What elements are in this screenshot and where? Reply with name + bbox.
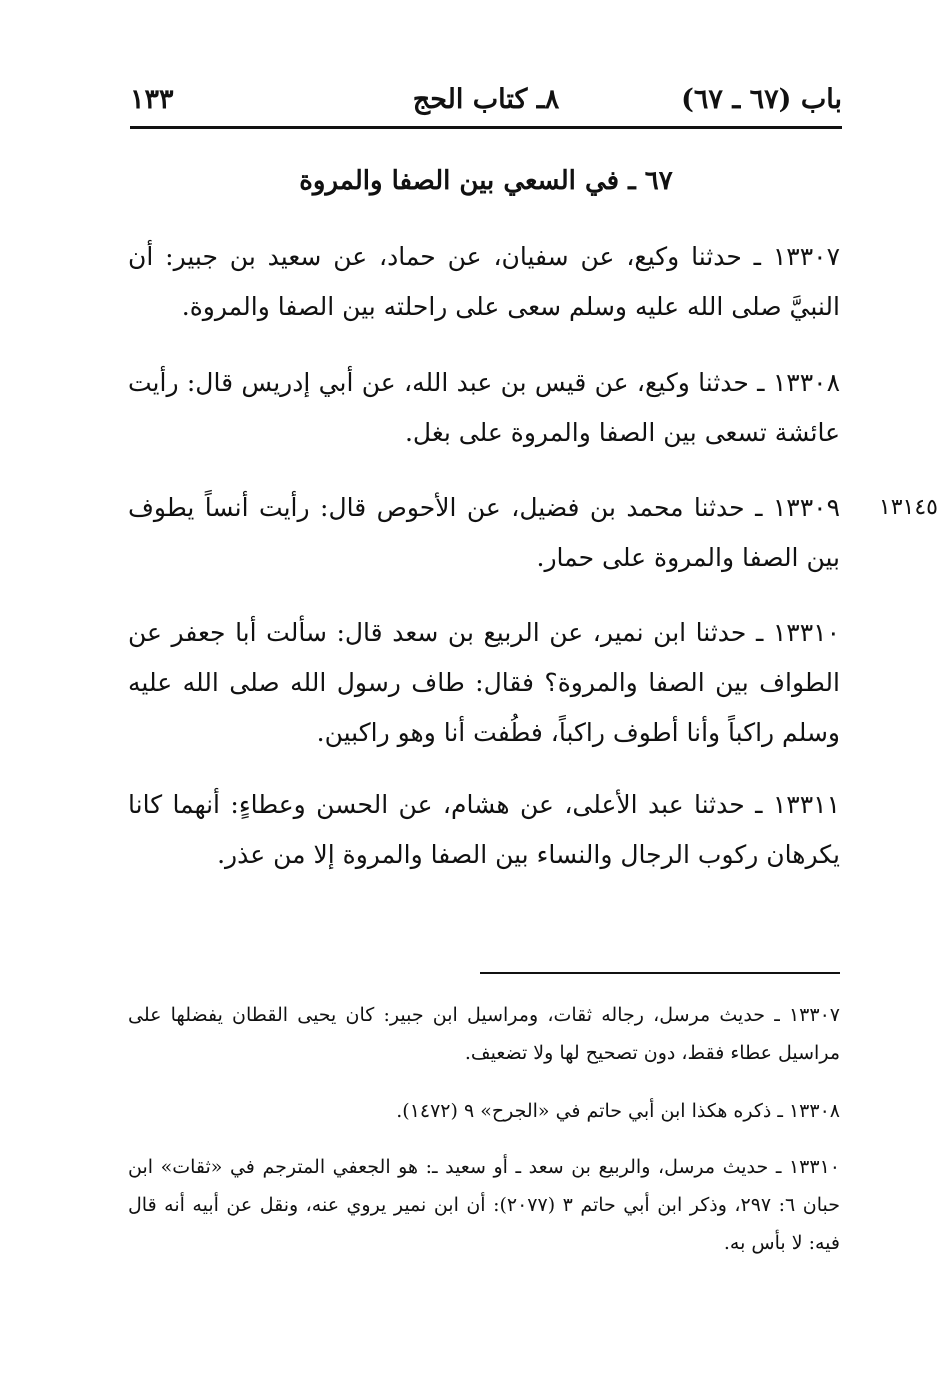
footnote: ١٣٣١٠ ـ حديث مرسل، والربيع بن سعد ـ أو سعيد ـ: هو الجعفي المترجم في «ثقات» ابن حبان ٦: ٢٩٧، وذكر ابن أبي حاتم ٣ (٢٠٧٧): أن ابن نمير يروي عنه، ونقل عن أبيه أنه قال فيه: لا بأس به. — [128, 1156, 840, 1254]
chapter-title: ٦٧ ـ في السعي بين الصفا والمروة — [299, 166, 673, 196]
header-rule — [130, 126, 842, 129]
footnote-separator — [480, 972, 840, 974]
footnote: ١٣٣٠٨ ـ ذكره هكذا ابن أبي حاتم في «الجرح» ٩ (١٤٧٢). — [396, 1100, 840, 1122]
hadith-paragraph: ١٣٣٠٧ ـ حدثنا وكيع، عن سفيان، عن حماد، عن سعيد بن جبير: أن النبيَّ صلى الله عليه وسلم سعى على راحلته بين الصفا والمروة. — [128, 242, 840, 321]
header-page-number: ١٣٣ — [130, 84, 174, 115]
header-chapter-ref: باب (٦٧ ـ ٦٧) — [681, 84, 842, 115]
margin-reference-number: ١٣١٤٥ — [878, 495, 938, 520]
header-book-title: ٨ـ كتاب الحج — [412, 84, 560, 115]
running-header — [130, 84, 842, 124]
hadith-paragraph: ١٣٣١٠ ـ حدثنا ابن نمير، عن الربيع بن سعد قال: سألت أبا جعفر عن الطواف بين الصفا والمروة؟ فقال: طاف رسول الله صلى الله عليه وسلم راكباً وأنا أطوف راكباً، فطُفت أنا وهو راكبين. — [128, 618, 840, 747]
footnote: ١٣٣٠٧ ـ حديث مرسل، رجاله ثقات، ومراسيل ابن جبير: كان يحيى القطان يفضلها على مراسيل عطاء فقط، دون تصحيح لها ولا تضعيف. — [128, 1004, 840, 1064]
hadith-paragraph: ١٣٣١١ ـ حدثنا عبد الأعلى، عن هشام، عن الحسن وعطاءٍ: أنهما كانا يكرهان ركوب الرجال والنساء بين الصفا والمروة إلا من عذر. — [128, 790, 840, 869]
hadith-paragraph: ١٣٣٠٨ ـ حدثنا وكيع، عن قيس بن عبد الله، عن أبي إدريس قال: رأيت عائشة تسعى بين الصفا والمروة على بغل. — [128, 368, 840, 447]
hadith-paragraph: ١٣٣٠٩ ـ حدثنا محمد بن فضيل، عن الأحوص قال: رأيت أنساً يطوف بين الصفا والمروة على حمار. — [128, 493, 840, 572]
